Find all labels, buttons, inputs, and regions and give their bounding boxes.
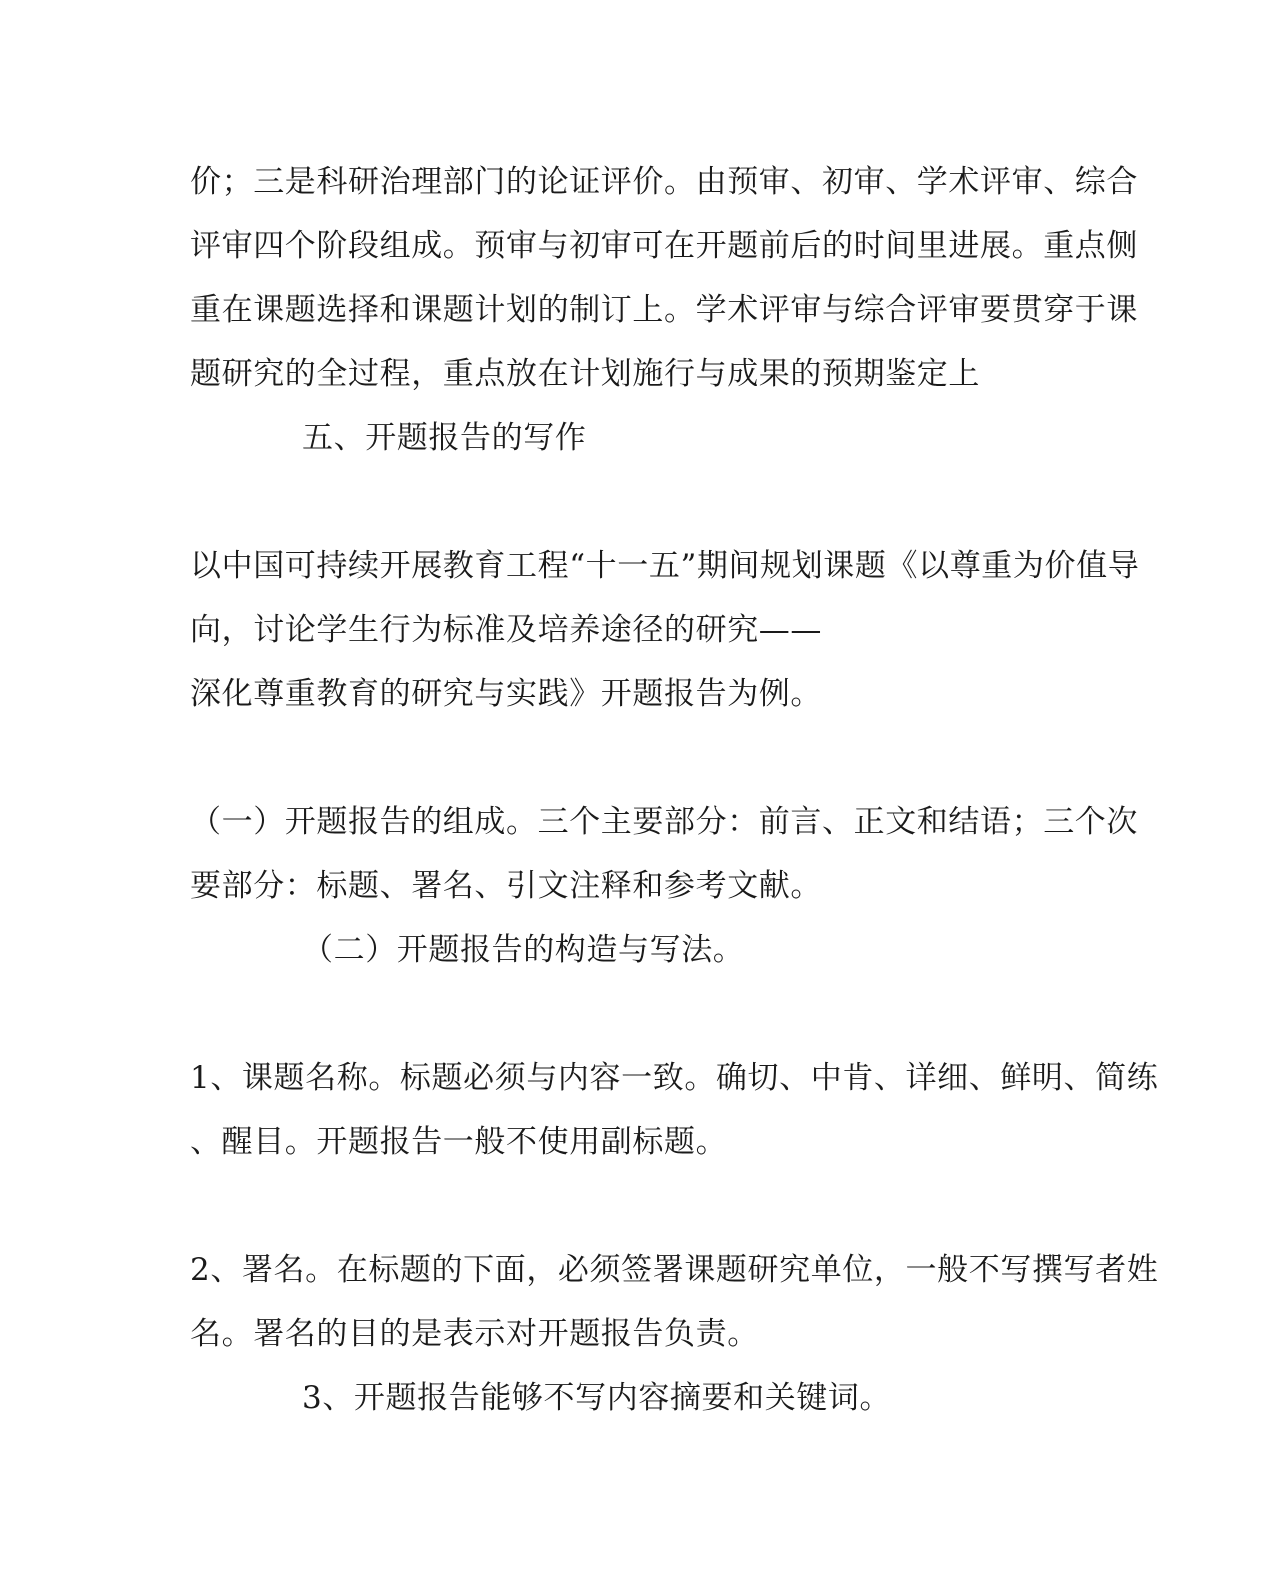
subsection-heading: （二）开题报告的构造与写法。	[302, 932, 745, 968]
paragraph-line: 3、开题报告能够不写内容摘要和关键词。	[302, 1380, 892, 1416]
paragraph-line: 向，讨论学生行为标准及培养途径的研究——	[190, 612, 822, 648]
section-heading: 五、开题报告的写作	[302, 420, 587, 456]
paragraph-line: 价；三是科研治理部门的论证评价。由预审、初审、学术评审、综合	[190, 164, 1138, 200]
paragraph-line: 名。署名的目的是表示对开题报告负责。	[190, 1316, 759, 1352]
paragraph-line: 深化尊重教育的研究与实践》开题报告为例。	[190, 676, 822, 712]
paragraph-line: 题研究的全过程，重点放在计划施行与成果的预期鉴定上	[190, 356, 980, 392]
paragraph-line: 评审四个阶段组成。预审与初审可在开题前后的时间里进展。重点侧	[190, 228, 1138, 264]
paragraph-line: 以中国可持续开展教育工程“十一五”期间规划课题《以尊重为价值导	[190, 548, 1140, 584]
paragraph-line: 2、署名。在标题的下面，必须签署课题研究单位，一般不写撰写者姓	[190, 1252, 1159, 1288]
paragraph-line: 1、课题名称。标题必须与内容一致。确切、中肯、详细、鲜明、简练	[190, 1060, 1159, 1096]
paragraph-line: （一）开题报告的组成。三个主要部分：前言、正文和结语；三个次	[190, 804, 1138, 840]
paragraph-line: 要部分：标题、署名、引文注释和参考文献。	[190, 868, 822, 904]
paragraph-line: 、醒目。开题报告一般不使用副标题。	[190, 1124, 728, 1160]
paragraph-line: 重在课题选择和课题计划的制订上。学术评审与综合评审要贯穿于课	[190, 292, 1138, 328]
